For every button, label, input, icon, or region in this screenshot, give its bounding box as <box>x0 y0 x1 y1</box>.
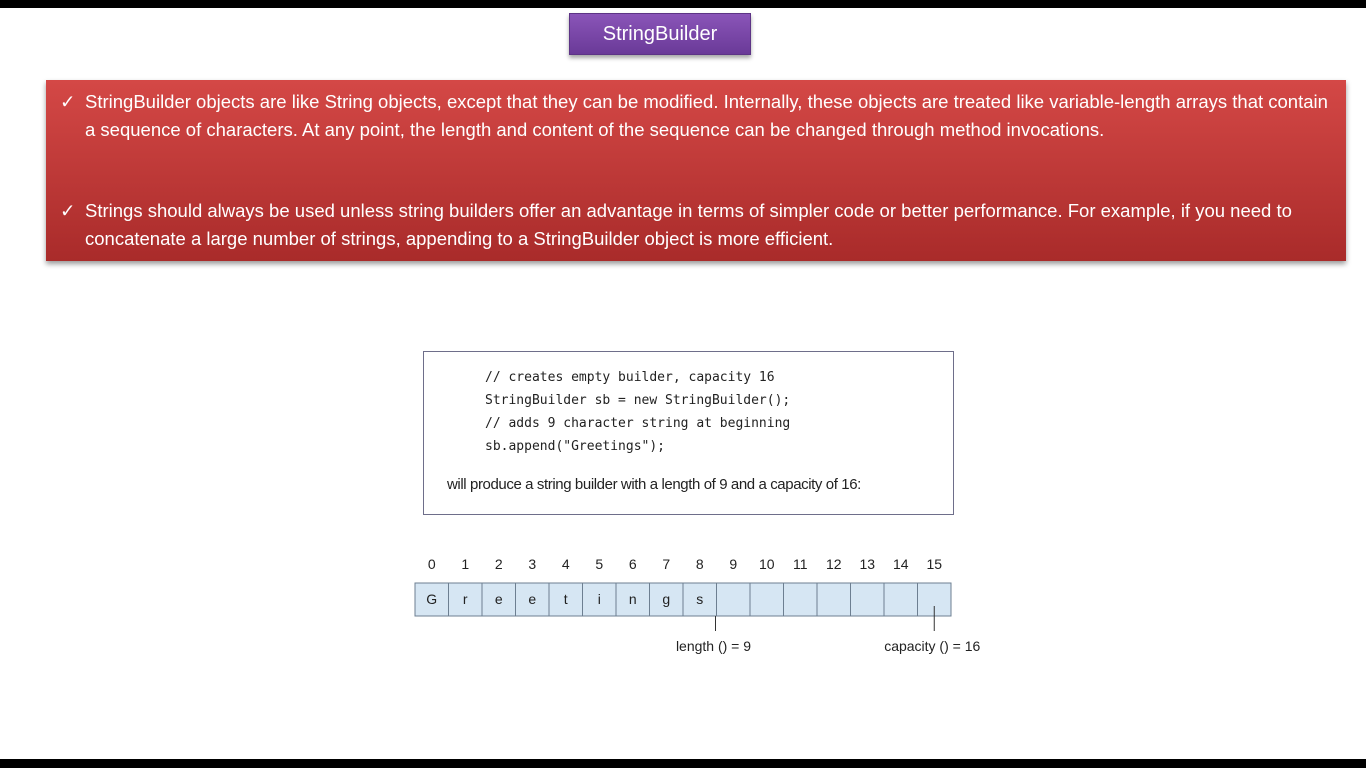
index-label: 15 <box>926 556 943 572</box>
index-label: 1 <box>461 556 470 572</box>
index-label: 5 <box>595 556 604 572</box>
array-cell <box>717 583 751 616</box>
string-builder-diagram <box>405 548 1005 668</box>
code-example-box <box>423 351 954 515</box>
code-line: StringBuilder sb = new StringBuilder(); <box>485 393 791 408</box>
code-line: sb.append("Greetings"); <box>485 439 666 454</box>
code-description: will produce a string builder with a length of 9 and a capacity of 16: <box>447 476 861 493</box>
code-block <box>485 366 790 458</box>
index-label: 10 <box>758 556 775 572</box>
bullet-item <box>60 88 1332 143</box>
code-line: // creates empty builder, capacity 16 <box>485 370 775 385</box>
cell-char: r <box>462 591 468 607</box>
cell-char: e <box>528 591 537 607</box>
top-black-bar <box>0 0 1366 8</box>
cell-char: n <box>628 591 637 607</box>
cell-char: G <box>426 591 438 607</box>
index-label: 3 <box>528 556 537 572</box>
array-cell <box>884 583 918 616</box>
index-label: 8 <box>695 556 704 572</box>
index-label: 14 <box>892 556 909 572</box>
checkmark-icon: ✓ <box>60 91 76 112</box>
index-label: 6 <box>628 556 637 572</box>
cell-char: s <box>696 591 704 607</box>
bottom-black-bar <box>0 759 1366 768</box>
bullet-text: StringBuilder objects are like String objects, except that they can be modified. Internally, these objects are treated like variable-length arrays that contain a sequence of characters. At any point, the length and content of the sequence can be changed through method invocations. <box>85 91 1328 140</box>
index-label: 4 <box>561 556 570 572</box>
checkmark-icon: ✓ <box>60 200 76 221</box>
cell-char: e <box>494 591 503 607</box>
cell-char: t <box>563 591 568 607</box>
index-label: 9 <box>729 556 738 572</box>
index-label: 11 <box>792 556 808 572</box>
cell-char: g <box>662 591 671 607</box>
slide-title: StringBuilder <box>569 13 751 55</box>
bullet-text: Strings should always be used unless string builders offer an advantage in terms of simpler code or better performance. For example, if you need to concatenate a large number of strings, appending to a StringBuilder object is more efficient. <box>85 200 1292 249</box>
cell-char: i <box>597 591 601 607</box>
index-label: 7 <box>662 556 671 572</box>
length-label: length () = 9 <box>675 638 752 654</box>
bullet-item <box>60 197 1332 252</box>
index-label: 12 <box>825 556 842 572</box>
array-cell <box>750 583 784 616</box>
capacity-label: capacity () = 16 <box>884 638 981 654</box>
info-panel <box>46 80 1346 261</box>
array-cell <box>851 583 885 616</box>
index-label: 2 <box>494 556 503 572</box>
code-line: // adds 9 character string at beginning <box>485 416 791 431</box>
array-cell <box>817 583 851 616</box>
index-label: 0 <box>427 556 436 572</box>
index-label: 13 <box>859 556 876 572</box>
array-cell <box>784 583 818 616</box>
